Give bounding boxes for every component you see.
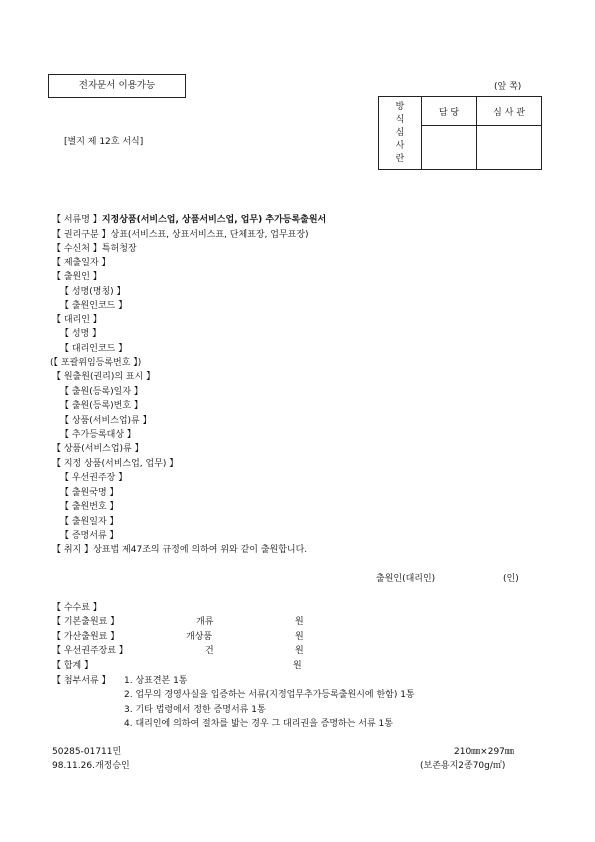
form-row-original-date: 【 출원(등록)일자 】 [60,387,143,397]
approval-vertical-title: 방 식 심 사 란 [379,97,422,170]
form-row-original: 【 원출원(권리)의 표시 】 [52,372,156,382]
doc-name-value: 지정상품(서비스업, 상품서비스업, 업무) 추가등록출원서 [101,215,327,225]
fees-title: 【 수수료 】 [52,603,102,613]
form-row-power-number: (【 포괄위임등록번호 】) [50,358,142,368]
form-row-recipient: 【 수신처 】특허청장 [52,244,137,254]
fee-priority-label: 【 우선권주장료 】 [52,646,128,656]
footer-code: 50285-01711민 [52,747,122,757]
electronic-doc-box [48,74,186,98]
fee-additional-won: 원 [295,632,304,642]
footer-approved: 98.11.26.개정승인 [52,761,130,771]
fee-priority-won: 원 [295,646,304,656]
signature-label: 출원인(대리인) [376,574,436,584]
form-row-country: 【 출원국명 】 [60,488,119,498]
seal-label: (인) [503,574,519,584]
form-row-designated-goods: 【 지정 상품(서비스업, 업무) 】 [52,459,179,469]
form-row-applicant: 【 출원인 】 [52,272,102,282]
form-row-priority: 【 우선권주장 】 [60,473,128,483]
electronic-doc-label: 전자문서 이용가능 [78,80,156,91]
form-row-purpose: 【 취지 】상표법 제47조의 규정에 의하여 위와 같이 출원합니다. [52,545,308,555]
form-row-rights: 【 권리구분 】상표(서비스표, 상표서비스표, 단체표장, 업무표장) [52,230,309,240]
form-row-additional-target: 【 추가등록대상 】 [60,430,136,440]
form-row-app-date: 【 출원일자 】 [60,517,119,527]
attachment-item-4: 4. 대리인에 의하여 절차를 밟는 경우 그 대리권을 증명하는 서류 1통 [124,719,393,729]
form-row-applicant-name: 【 성명(명칭) 】 [60,287,126,297]
footer-size: 210㎜×297㎜ [454,747,514,757]
form-row-submit-date: 【 제출일자 】 [52,258,111,268]
fee-additional-label: 【 가산출원료 】 [52,632,120,642]
approval-col-staff: 담 당 [422,97,477,126]
attachment-item-1: 1. 상표견본 1통 [124,676,188,686]
approval-col-examiner: 심 사 관 [477,97,542,126]
approval-cell-examiner [477,126,542,170]
footer-paper: (보존용지2종70g/㎡) [420,761,506,771]
form-row-applicant-code: 【 출원인코드 】 [60,301,128,311]
fee-priority-unit: 건 [205,646,214,656]
approval-table [378,96,542,170]
approval-cell-staff [422,126,477,170]
fee-basic-label: 【 기본출원료 】 [52,617,120,627]
form-row-original-number: 【 출원(등록)번호 】 [60,401,143,411]
fee-additional-unit: 개상품 [186,632,213,642]
form-row-certificate: 【 증명서류 】 [60,531,119,541]
attachment-item-2: 2. 업무의 경영사실을 입증하는 서류(지정업무추가등록출원시에 한함) 1통 [124,690,415,700]
form-row-goods-class: 【 상품(서비스업)류 】 [52,444,144,454]
attachments-label: 【 첨부서류 】 [52,676,111,686]
attachment-item-3: 3. 기타 법령에서 정한 증명서류 1통 [124,705,266,715]
form-row-agent-name: 【 성명 】 [60,329,102,339]
form-row-original-class: 【 상품(서비스업)류 】 [60,416,152,426]
doc-name-row [52,212,326,225]
front-side-label: (앞 쪽) [494,82,522,92]
doc-name-label: 【 서류명 】 [52,215,102,225]
form-row-agent: 【 대리인 】 [52,315,102,325]
fee-basic-unit: 개류 [196,617,214,627]
form-row-app-number: 【 출원번호 】 [60,502,119,512]
fee-total-label: 【 합계 】 [52,661,94,671]
fee-basic-won: 원 [295,617,304,627]
form-row-agent-code: 【 대리인코드 】 [60,344,128,354]
form-number: [별지 제 12호 서식] [64,137,144,147]
fee-total-won: 원 [293,661,302,671]
